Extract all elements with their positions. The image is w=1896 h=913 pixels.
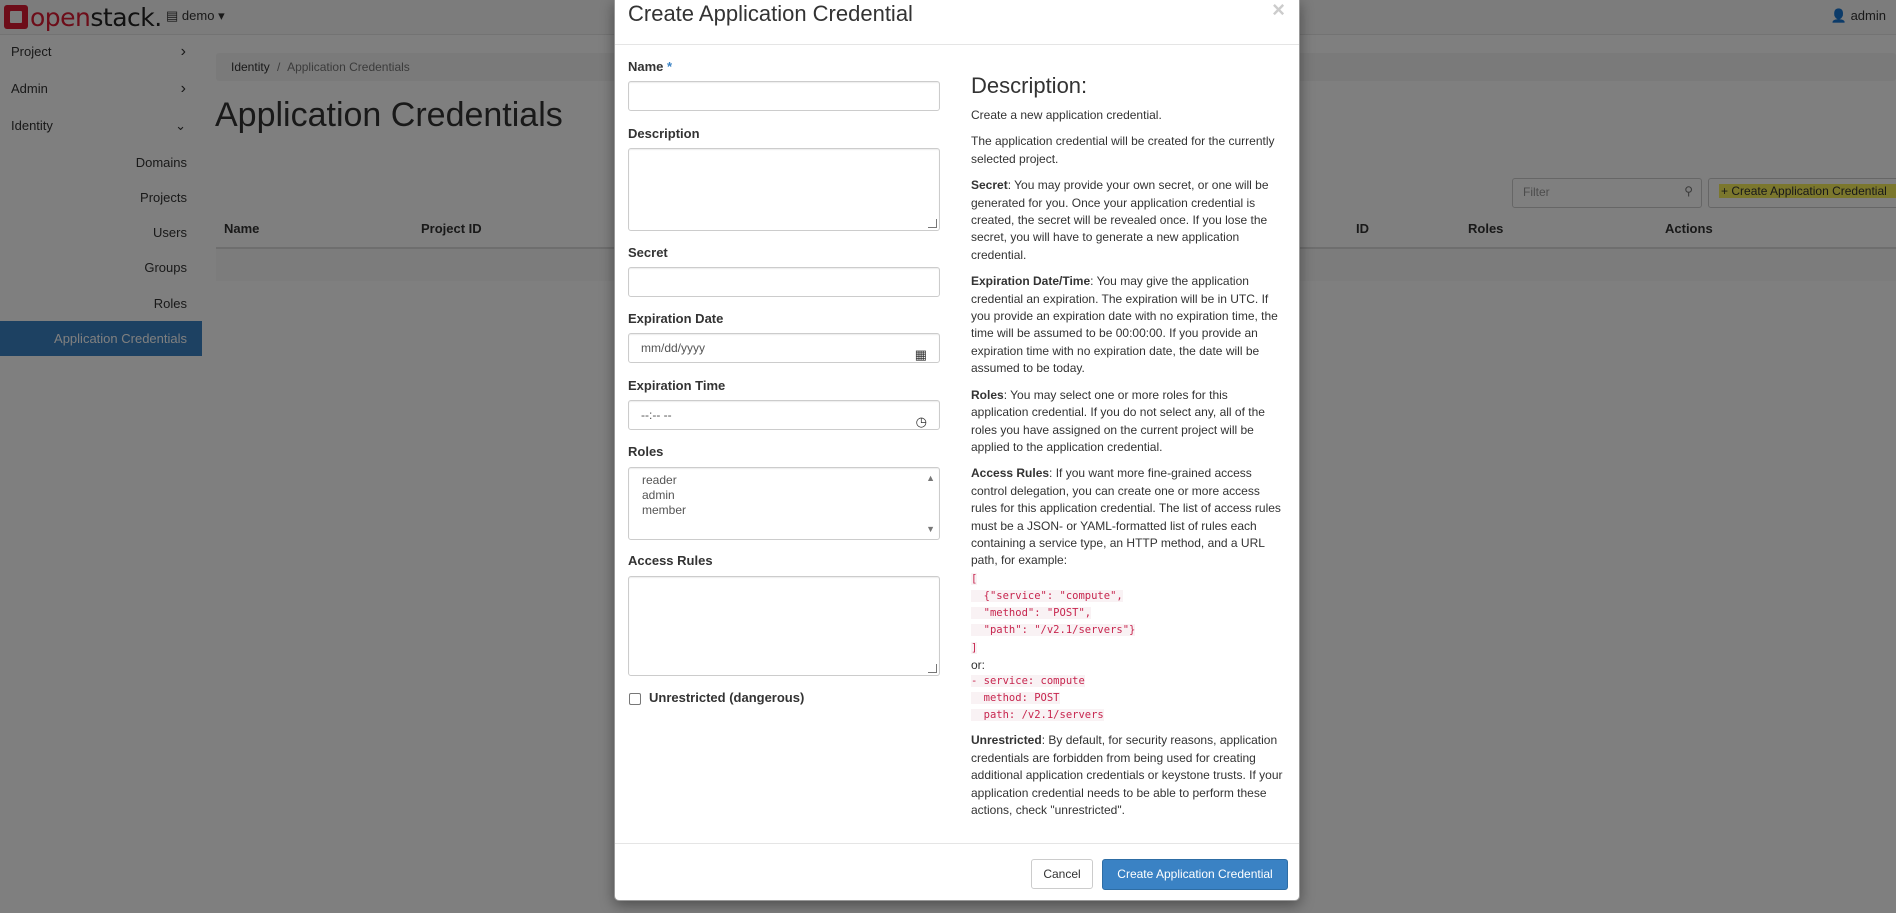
access-rules-textarea[interactable] [628, 576, 940, 676]
resize-handle-icon[interactable] [928, 664, 937, 673]
role-option-reader[interactable]: reader [642, 473, 677, 487]
roles-label: Roles [628, 444, 664, 459]
create-application-credential-submit-button[interactable]: Create Application Credential [1102, 859, 1288, 890]
name-input[interactable] [628, 81, 940, 111]
expiration-date-label: Expiration Date [628, 311, 724, 326]
cancel-button[interactable]: Cancel [1031, 859, 1093, 889]
modal-header-divider [615, 44, 1299, 45]
roles-multiselect[interactable] [628, 467, 940, 540]
modal-title: Create Application Credential [628, 1, 913, 26]
description-textarea[interactable] [628, 148, 940, 231]
secret-label: Secret [628, 245, 668, 260]
expiration-date-input[interactable]: mm/dd/yyyy ▦ [628, 333, 940, 363]
modal-footer-divider [615, 843, 1299, 844]
secret-input[interactable] [628, 267, 940, 297]
role-option-admin[interactable]: admin [642, 488, 675, 502]
unrestricted-checkbox[interactable] [629, 693, 641, 705]
description-help: Create a new application credential. The application credential will be created for the currently selected project. Secret: You may provide your own secret, or one will be generated for you. Once your application credential is created, the secret will be revealed once. If you lose the secret, you will have to generate a new application credential. Expiration Date/Time: You may give the application credential an expiration. The expiration will be in UTC. If you provide an expiration date with no expiration time, the time will be assumed to be 00:00:00. If you provide an expiration time with no expiration date, the date will be assumed to be today. Roles: You may select one or more roles for this application credential. If you do not select any, all of the roles you have assigned on the current project will be applied to the application credential. Access Rules: If you want more fine-grained access control delegation, you can create one or more access rules for this application credential. The list of access rules must be a JSON- or YAML-formatted list of rules each containing a service type, an HTTP method, and a URL path, for example: [ {"service": "compute", "method": "POST", "path": "/v2.1/servers"} ] or: - service: compute method: POST path: /v2.1/servers Unrestricted: By default, for security reasons, application credentials are forbidden from being used for creating additional application credentials or keystone trusts. If your application credential needs to be able to perform these actions, check "unrestricted". [971, 108, 1283, 817]
json-example: [ {"service": "compute", "method": "POST", "path": "/v2.1/servers"} ] [971, 571, 1283, 657]
scroll-down-arrow-icon[interactable]: ▼ [926, 524, 935, 534]
scroll-up-arrow-icon[interactable]: ▲ [926, 473, 935, 483]
expiration-time-label: Expiration Time [628, 378, 726, 393]
close-icon[interactable]: × [1272, 0, 1285, 22]
create-application-credential-modal [614, 0, 1300, 901]
name-label: Name * [628, 59, 673, 74]
access-rules-label: Access Rules [628, 553, 713, 568]
expiration-time-input[interactable]: --:-- -- ◷ [628, 400, 940, 430]
calendar-icon[interactable]: ▦ [914, 347, 927, 362]
resize-handle-icon[interactable] [928, 219, 937, 228]
description-label: Description [628, 126, 700, 141]
description-heading: Description: [971, 73, 1088, 98]
role-option-member[interactable]: member [642, 503, 687, 517]
yaml-example: - service: compute method: POST path: /v2.1/servers [971, 673, 1283, 725]
clock-icon[interactable]: ◷ [915, 414, 927, 429]
unrestricted-label[interactable]: Unrestricted (dangerous) [649, 690, 805, 705]
